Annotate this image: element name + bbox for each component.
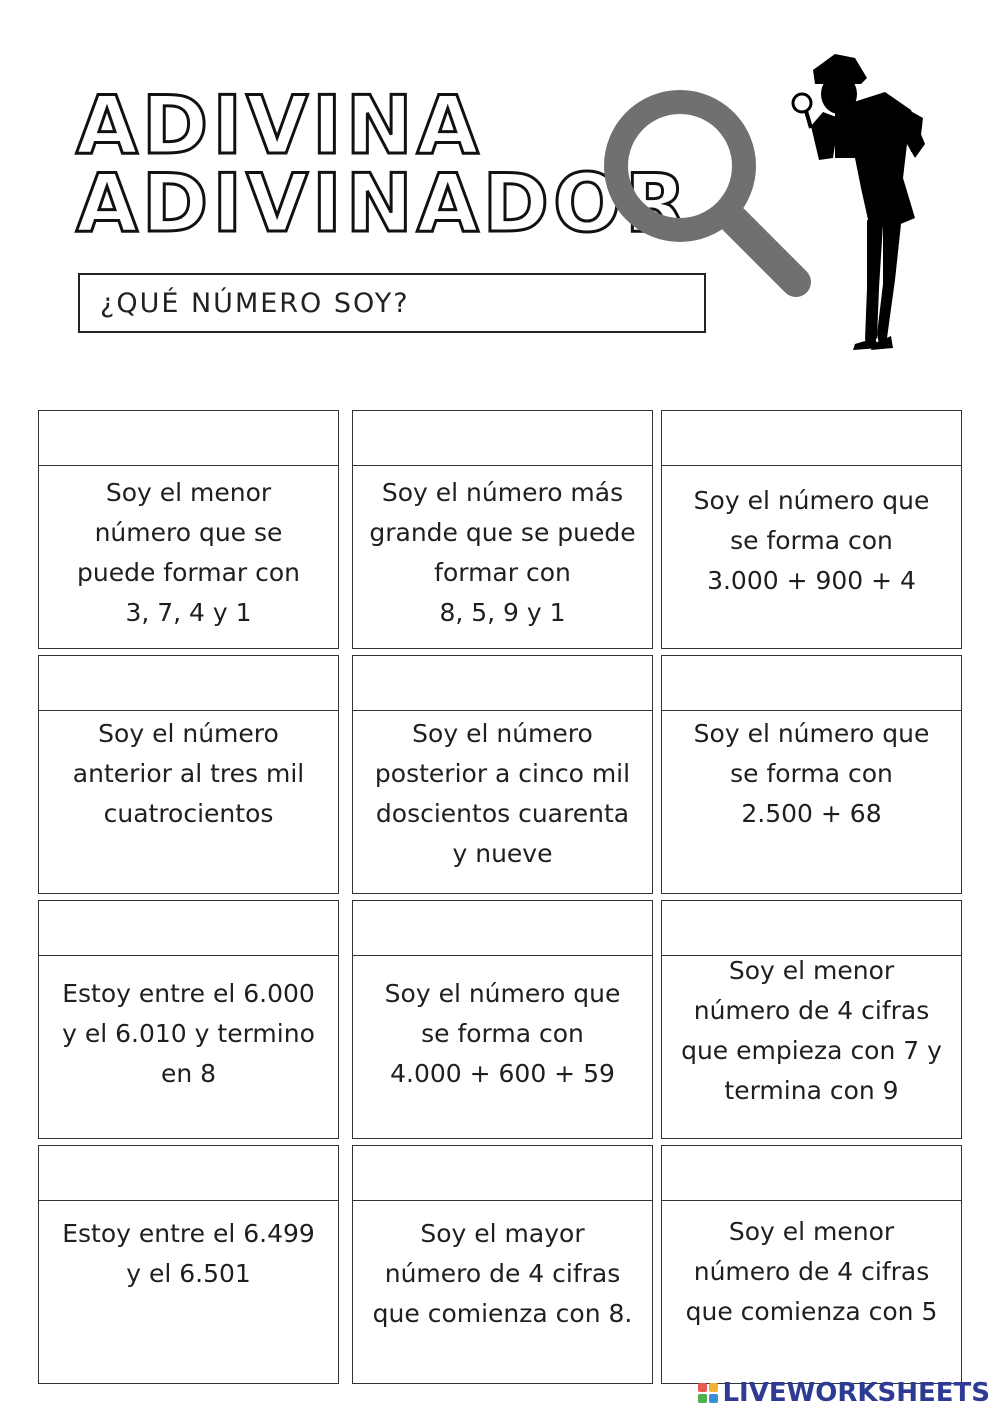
clue-card: [38, 410, 339, 649]
answer-box[interactable]: [662, 1146, 961, 1201]
clue-text: Soy el número posterior a cinco mil doscientos cuarenta y nueve: [374, 719, 631, 868]
answer-box[interactable]: [39, 901, 338, 956]
answer-box[interactable]: [353, 411, 652, 466]
clue-text: Soy el número que se forma con 2.500 + 68: [693, 719, 930, 828]
title-line-2: ADIVINADOR: [76, 157, 691, 250]
clue-text: Soy el número que se forma con 3.000 + 900 + 4: [693, 486, 930, 595]
clue-card: [661, 410, 962, 649]
clue-card: [38, 900, 339, 1139]
question-text: ¿QUÉ NÚMERO SOY?: [100, 287, 410, 319]
title-line-1: ADIVINA: [76, 79, 483, 172]
answer-box[interactable]: [39, 656, 338, 711]
answer-box[interactable]: [662, 656, 961, 711]
liveworksheets-logo-icon: [698, 1383, 718, 1403]
clue-text: Soy el número anterior al tres mil cuatrocientos: [72, 719, 305, 828]
answer-box[interactable]: [353, 656, 652, 711]
clue-text: Soy el número más grande que se puede formar con 8, 5, 9 y 1: [369, 478, 636, 627]
answer-box[interactable]: [662, 901, 961, 956]
clue-text: Soy el menor número de 4 cifras que comienza con 5: [685, 1217, 938, 1326]
clue-text: Soy el número que se forma con 4.000 + 600 + 59: [384, 979, 621, 1088]
clue-card: [661, 900, 962, 1139]
clue-card: [661, 655, 962, 894]
clue-card: [352, 410, 653, 649]
clue-card: [352, 1145, 653, 1384]
clue-card: [38, 1145, 339, 1384]
clue-card: [352, 900, 653, 1139]
clue-card: [38, 655, 339, 894]
answer-box[interactable]: [662, 411, 961, 466]
watermark-text: LIVEWORKSHEETS: [722, 1378, 990, 1408]
clue-card: [352, 655, 653, 894]
answer-box[interactable]: [353, 901, 652, 956]
answer-box[interactable]: [39, 1146, 338, 1201]
liveworksheets-watermark: [698, 1376, 990, 1410]
clue-text: Soy el mayor número de 4 cifras que comienza con 8.: [372, 1219, 633, 1328]
clue-text: Soy el menor número de 4 cifras que empieza con 7 y termina con 9: [681, 956, 942, 1105]
detective-silhouette-icon: [775, 48, 935, 353]
clue-text: Soy el menor número que se puede formar con 3, 7, 4 y 1: [76, 478, 300, 627]
clue-card: [661, 1145, 962, 1384]
answer-box[interactable]: [39, 411, 338, 466]
answer-box[interactable]: [353, 1146, 652, 1201]
clue-text: Estoy entre el 6.499 y el 6.501: [62, 1219, 315, 1288]
clue-text: Estoy entre el 6.000 y el 6.010 y termino en 8: [62, 979, 315, 1088]
